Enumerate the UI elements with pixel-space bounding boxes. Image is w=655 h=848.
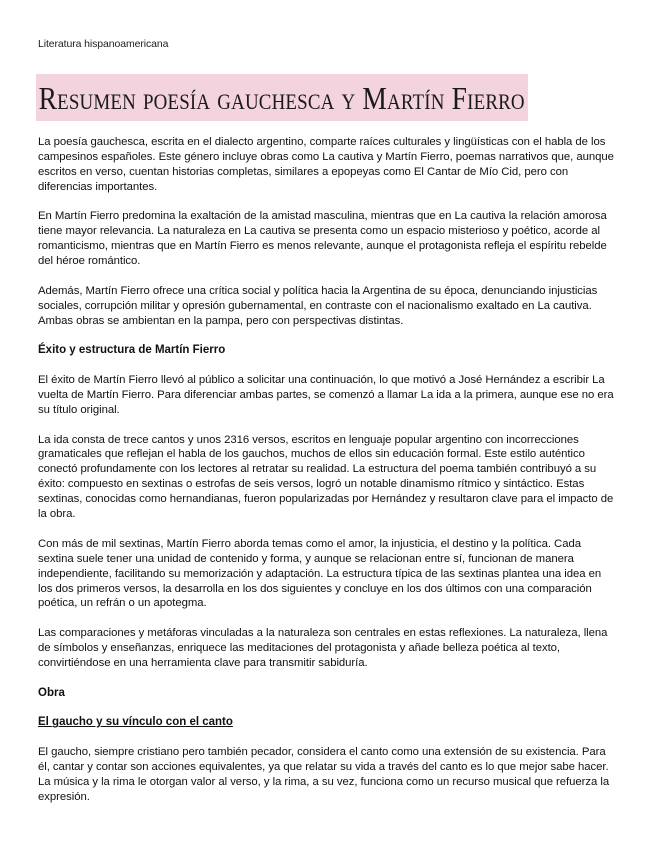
page-title: Resumen poesía gauchesca y Martín Fierro [36, 74, 528, 121]
paragraph-gaucho-1: El gaucho, siempre cristiano pero también pecador, considera el canto como una extensión de su existencia. Para él, cantar y contar son acciones equivalentes, ya que relatar su vida a través del canto es lo que mejor sabe hacer. La música y la rima le otorgan valor al verso, y la rima, a su vez, funciona como un recurso musical que refuerza la expresión. [38, 746, 610, 803]
paragraph-exito-3: Con más de mil sextinas, Martín Fierro aborda temas como el amor, la injusticia, el destino y la política. Cada sextina suele tener una unidad de contenido y forma, y aunque se relacionan entre sí, funcionan de manera independiente, facilitando su memorización y adaptación. La estructura típica de las sextinas plantea una idea en los dos primeros versos, la desarrolla en los dos siguientes y concluye en los dos últimos con una comparación poética, un refrán o un apotegma. [38, 537, 602, 610]
course-header: Literatura hispanoamericana [38, 38, 169, 50]
paragraph-intro-3: Además, Martín Fierro ofrece una crítica social y política hacia la Argentina de su época, denunciando injusticias sociales, corrupción militar y opresión gubernamental, en contraste con el nacionalismo exaltado en La cautiva. Ambas obras se ambientan en la pampa, pero con perspectivas distintas. [38, 284, 598, 327]
heading-exito-estructura: Éxito y estructura de Martín Fierro [38, 344, 226, 357]
paragraph-exito-4: Las comparaciones y metáforas vinculadas a la naturaleza son centrales en estas reflexiones. La naturaleza, llena de símbolos y enseñanzas, enriquece las meditaciones del protagonista y añade belleza poética al texto, convirtiéndose en una herramienta clave para transmitir sabiduría. [38, 627, 608, 669]
paragraph-intro-2: En Martín Fierro predomina la exaltación de la amistad masculina, mientras que en La cautiva la relación amorosa tiene mayor relevancia. La naturaleza en La cautiva se presenta como un espacio misterioso y poético, acorde al romanticismo, mientras que en Martín Fierro es menos relevante, aunque el protagonista refleja el espíritu rebelde del héroe romántico. [38, 210, 607, 268]
paragraph-exito-1: El éxito de Martín Fierro llevó al público a solicitar una continuación, lo que motivó a José Hernández a escribir La vuelta de Martín Fierro. Para diferenciar ambas partes, se comenzó a llamar La ida a la primera, aunque ese no era su título original. [38, 374, 614, 416]
paragraph-exito-2: La ida consta de trece cantos y unos 2316 versos, escritos en lenguaje popular argentino con incorrecciones gramaticales que reflejan el habla de los gauchos, muchos de ellos sin educación formal. Este estilo auténtico conectó profundamente con los lectores al retratar su realidad. La estructura del poema también contribuyó a su éxito: compuesto en sextinas o estrofas de seis versos, logró un notable dinamismo rítmico y sintáctico. Estas sextinas, conocidas como hernandianas, fueron popularizadas por Hernández y resultaron clave para el impacto de la obra. [38, 433, 614, 521]
paragraph-intro-1: La poesía gauchesca, escrita en el dialecto argentino, comparte raíces culturales y lingüísticas con el habla de los campesinos españoles. Este género incluye obras como La cautiva y Martín Fierro, poemas narrativos que, aunque escritos en verso, cuentan historias completas, similares a epopeyas como El Cantar de Mío Cid, pero con diferencias importantes. [38, 136, 614, 193]
heading-gaucho-canto: El gaucho y su vínculo con el canto [38, 716, 233, 729]
heading-obra: Obra [38, 686, 65, 699]
